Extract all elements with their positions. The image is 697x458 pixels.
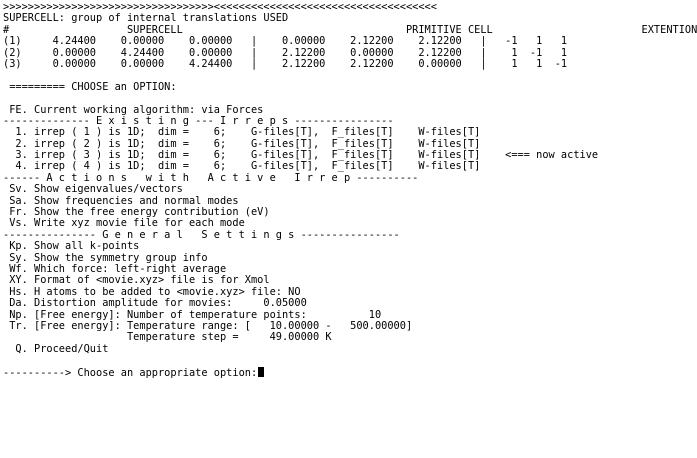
supercell-title: SUPERCELL: group of internal translations USED (3, 12, 289, 25)
option-xy-format[interactable]: XY. Format of <movie.xyz> file is for Xmol (3, 274, 270, 287)
option-irrep-3-active[interactable]: 3. irrep ( 3 ) is 1D; dim = 6; G-files[T], F_files[T] W-files[T] <=== now active (3, 149, 599, 162)
option-sa-frequencies[interactable]: Sa. Show frequencies and normal modes (3, 194, 239, 207)
option-tr-temperature-range[interactable]: Tr. [Free energy]: Temperature range: [ 10.00000 - 500.00000] (3, 319, 413, 332)
option-sy-symmetry[interactable]: Sy. Show the symmetry group info (3, 251, 208, 264)
prompt-line[interactable] (3, 367, 595, 378)
table-row: (3) 0.00000 0.00000 4.24400 | 2.12200 2.12200 0.00000 | 1 1 -1 (3, 57, 568, 70)
option-fe-algorithm[interactable]: FE. Current working algorithm: via Forces (3, 103, 264, 116)
settings-section-header: --------------- G e n e r a l S e t t i n g s ---------------- (3, 228, 400, 241)
actions-section-header: ------ A c t i o n s w i t h A c t i v e I r r e p ---------- (3, 171, 419, 184)
prompt-text: ----------> Choose an appropriate option: (3, 366, 258, 379)
banner-line: >>>>>>>>>>>>>>>>>>>>>>>>>>>>>>>>>><<<<<<<<<<<<<<<<<<<<<<<<<<<<<<<<<<<< (3, 1, 437, 13)
option-q-proceed-quit[interactable]: Q. Proceed/Quit (3, 342, 109, 355)
table-header: # SUPERCELL PRIMITIVE CELL EXTENTION (3, 23, 697, 36)
temperature-step-line: Temperature step = 49.00000 K (3, 331, 332, 344)
option-da-distortion[interactable]: Da. Distortion amplitude for movies: 0.05000 (3, 297, 307, 310)
option-irrep-4[interactable]: 4. irrep ( 4 ) is 1D; dim = 6; G-files[T], F_files[T] W-files[T] (3, 160, 481, 173)
option-fr-free-energy[interactable]: Fr. Show the free energy contribution (eV) (3, 206, 270, 219)
blank-line (3, 93, 595, 104)
table-row: (1) 4.24400 0.00000 0.00000 | 0.00000 2.12200 2.12200 | -1 1 1 (3, 35, 568, 48)
option-irrep-1[interactable]: 1. irrep ( 1 ) is 1D; dim = 6; G-files[T], F_files[T] W-files[T] (3, 126, 481, 139)
blank-line (3, 355, 595, 366)
table-row: (2) 0.00000 4.24400 0.00000 | 2.12200 0.00000 2.12200 | 1 -1 1 (3, 46, 568, 59)
option-irrep-2[interactable]: 2. irrep ( 2 ) is 1D; dim = 6; G-files[T], F_files[T] W-files[T] (3, 137, 481, 150)
option-hs-h-atoms[interactable]: Hs. H atoms to be added to <movie.xyz> file: NO (3, 285, 301, 298)
option-vs-movie-file[interactable]: Vs. Write xyz movie file for each mode (3, 217, 245, 230)
choose-option-heading: ========= CHOOSE an OPTION: (3, 80, 177, 93)
option-np-temperature-points[interactable]: Np. [Free energy]: Number of temperature points: 10 (3, 308, 382, 321)
text-cursor (258, 367, 264, 377)
option-wf-force[interactable]: Wf. Which force: left-right average (3, 262, 227, 275)
irreps-section-header: -------------- E x i s t i n g --- I r r e p s ---------------- (3, 114, 394, 127)
option-kp-kpoints[interactable]: Kp. Show all k-points (3, 240, 140, 253)
option-sv-eigenvalues[interactable]: Sv. Show eigenvalues/vectors (3, 183, 183, 196)
